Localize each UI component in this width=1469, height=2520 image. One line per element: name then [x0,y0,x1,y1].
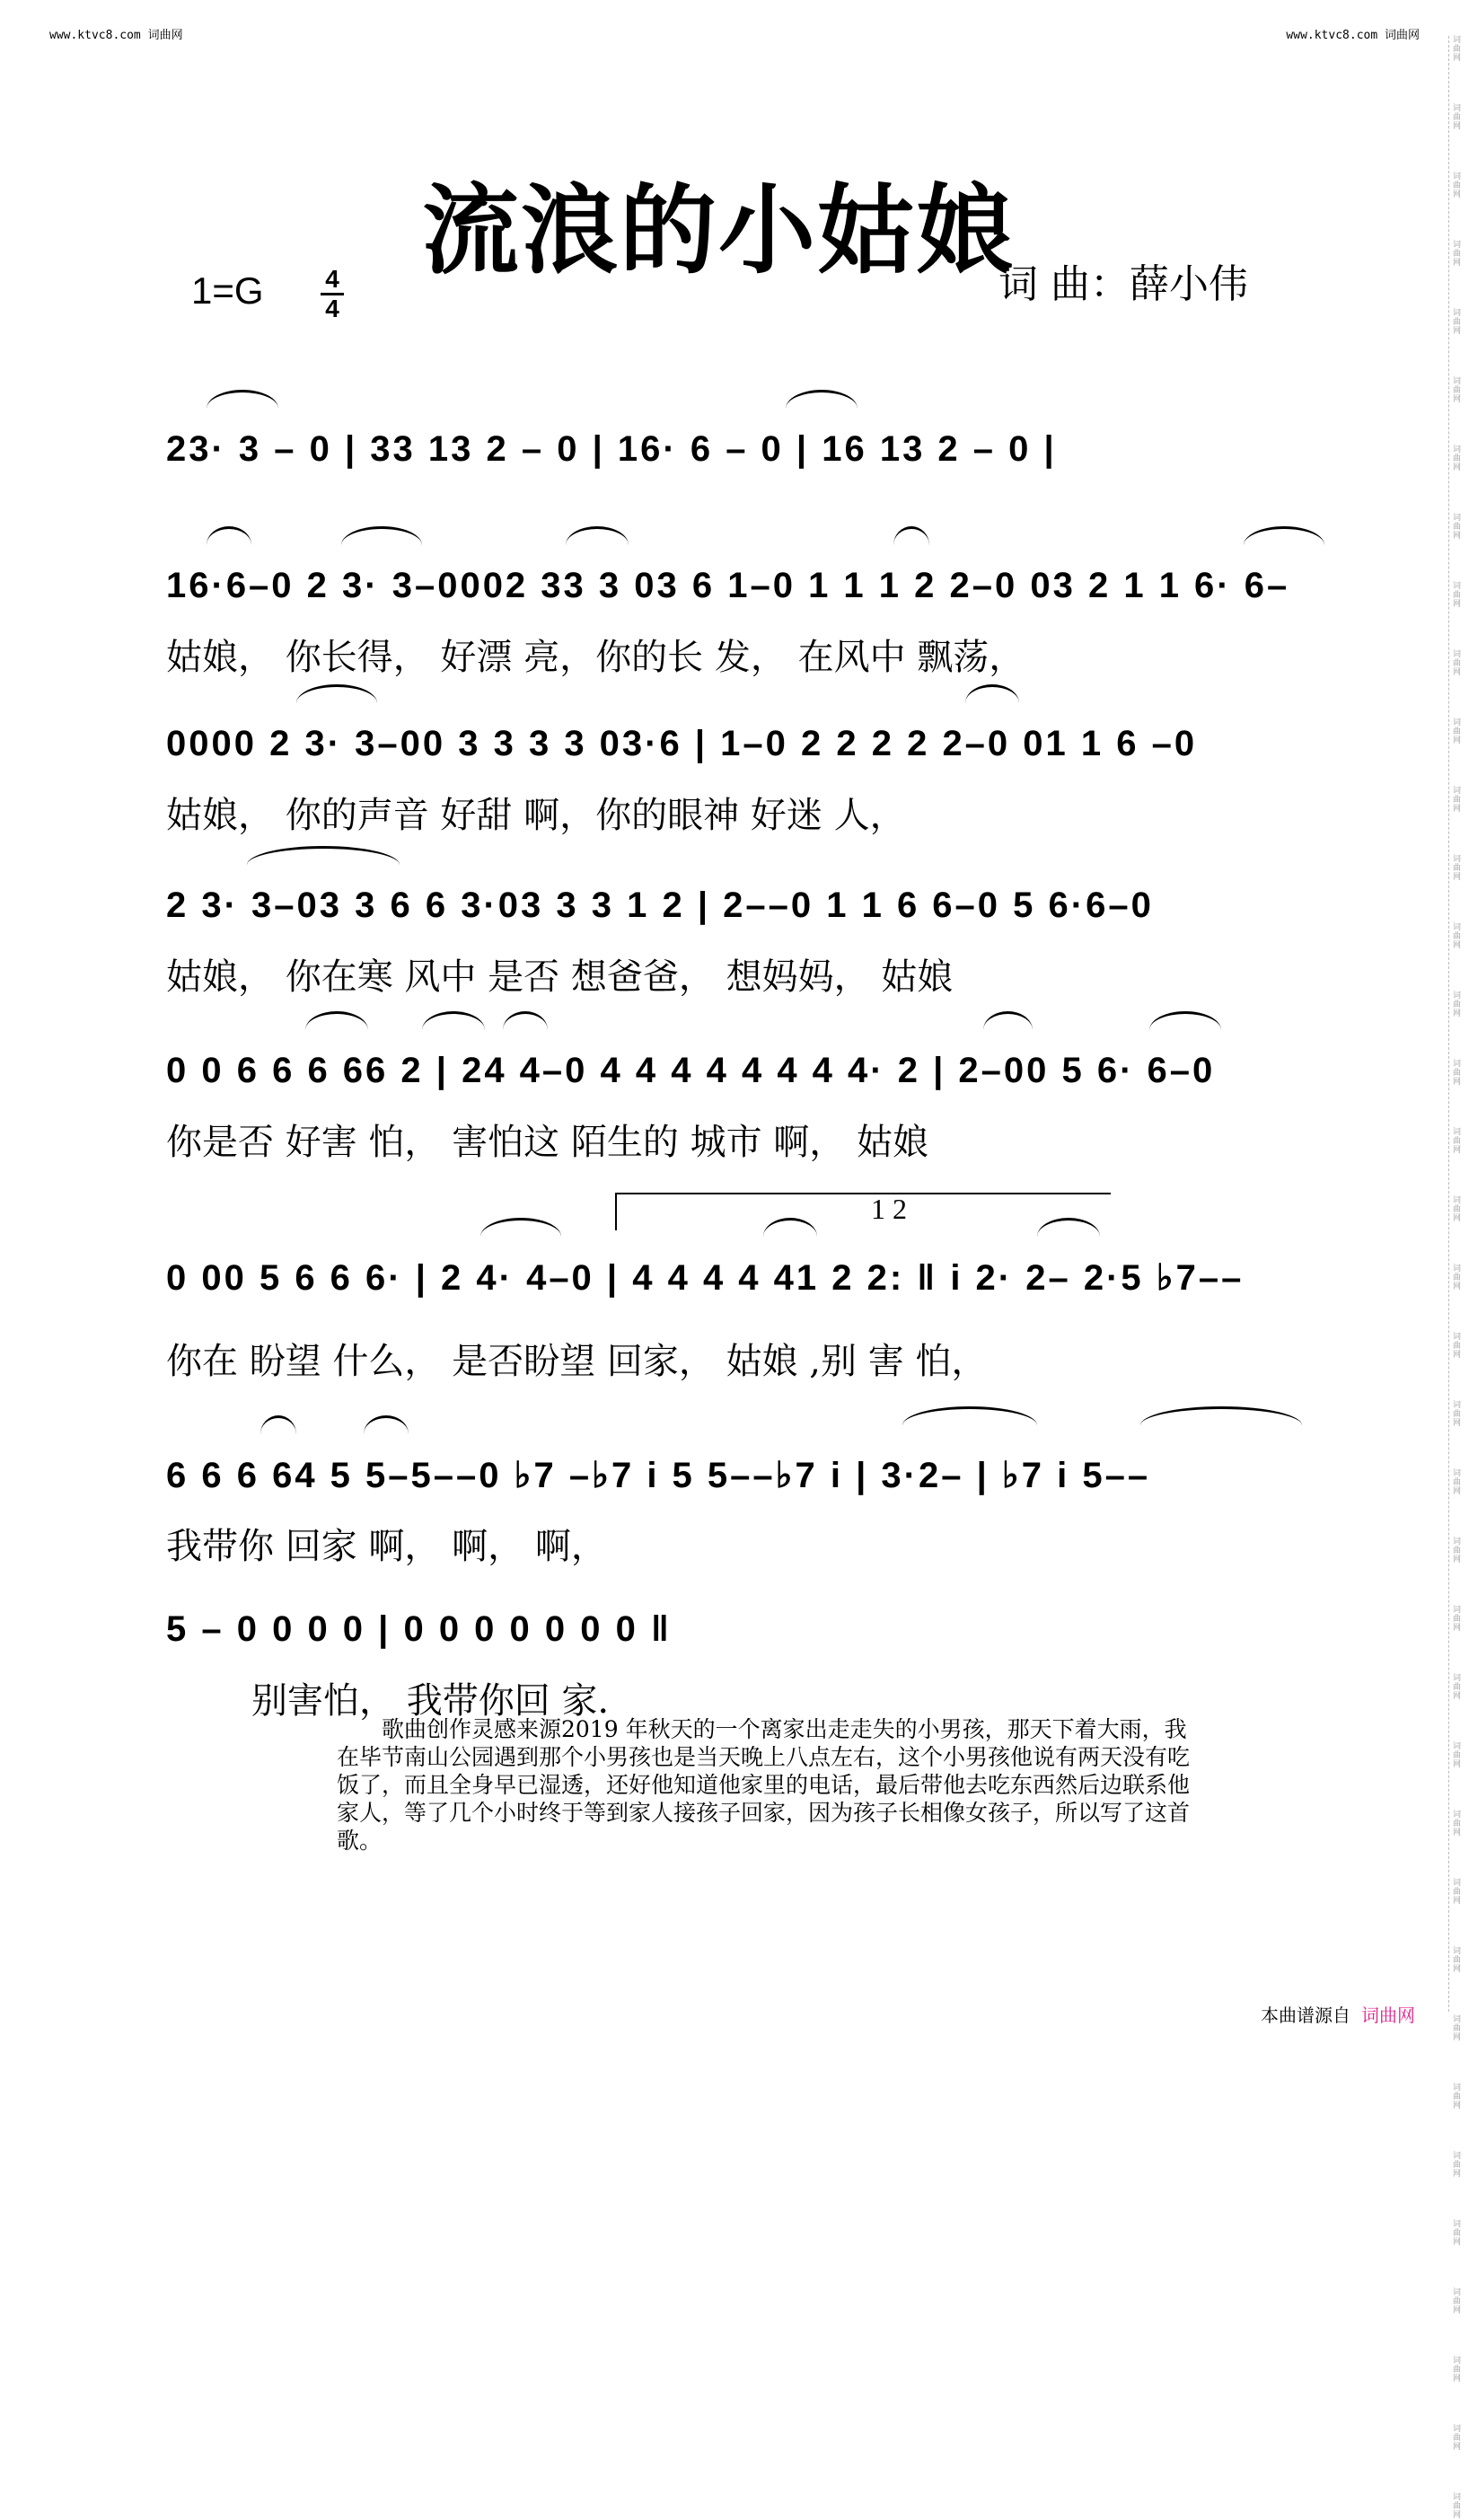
note-line: 5 – 0 0 0 0 | 0 0 0 0 0 0 0 ‖ [166,1609,672,1649]
note-line: 0000 2 3· 3–00 3 3 3 3 03·6 | 1–0 2 2 2 2 2–0 01 1 6 –0 [166,724,1198,763]
footer-prefix: 本曲谱源自 [1261,2005,1350,2026]
side-watermark: 词曲网 [1453,2220,1462,2247]
header-url-right[interactable]: www.ktvc8.com 词曲网 [1286,29,1420,42]
side-watermark: 词曲网 [1453,718,1462,745]
side-watermark: 词曲网 [1453,582,1462,609]
slur [893,526,929,545]
lyric-line: 别害怕， 我带你回 家. [251,1680,610,1722]
slur [207,390,278,409]
side-watermark: 词曲网 [1453,1742,1462,1769]
header-url-left[interactable]: www.ktvc8.com 词曲网 [49,29,183,42]
lyric-line: 你是否 好害 怕， 害怕这 陌生的 城市 啊， 姑娘 [166,1122,929,1163]
note-line: 16·6–0 2 3· 3–0002 33 3 03 6 1–0 1 1 1 2 2–0 03 2 1 1 6· 6– [166,566,1290,605]
side-watermark: 词曲网 [1453,2493,1462,2520]
slur [260,1415,296,1434]
side-watermark: 词曲网 [1453,1196,1462,1223]
lyric-line: 姑娘， 你在寒 风中 是否 想爸爸， 想妈妈， 姑娘 [166,956,954,998]
side-watermark: 词曲网 [1453,855,1462,882]
side-watermark: 词曲网 [1453,2152,1462,2179]
footer-source [1261,2001,1415,2027]
note-line: 0 0 6 6 6 66 2 | 24 4–0 4 4 4 4 4 4 4 4· 2 | 2–00 5 6· 6–0 [166,1051,1216,1090]
side-watermark: 词曲网 [1453,1811,1462,1837]
slur [296,684,377,703]
slur [480,1218,561,1237]
side-watermark: 词曲网 [1453,104,1462,131]
note-line: 0 00 5 6 6 6· | 2 4· 4–0 | 4 4 4 4 41 2 2: ‖ i 2· 2– 2·5 ♭7–– [166,1258,1245,1298]
side-watermark: 词曲网 [1453,36,1462,63]
side-watermark: 词曲网 [1453,2288,1462,2315]
slur [786,390,858,409]
time-signature-bottom: 4 [325,295,339,322]
slur [364,1415,409,1434]
note-line: 6 6 6 64 5 5–5––0 ♭7 –♭7 i 5 5––♭7 i | 3·2– | ♭7 i 5–– [166,1456,1151,1495]
side-watermark: 词曲网 [1453,1401,1462,1428]
side-watermark: 词曲网 [1453,991,1462,1018]
lyric-line: 姑娘， 你的声音 好甜 啊，你的眼神 好迷 人， [166,795,906,836]
slur [983,1011,1033,1030]
side-watermark: 词曲网 [1453,1264,1462,1291]
side-watermark-strip [1448,36,1464,2520]
story-paragraph: 歌曲创作灵感来源2019 年秋天的一个离家出走走失的小男孩，那天下着大雨，我在毕节南山公园遇到那个小男孩也是当天晚上八点左右，这个小男孩他说有两天没有吃饭了，而且全身早已湿透，还好他知道他家里的电话，最后带他去吃东西然后边联系他家人，等了几个小时终于等到家人接孩子回家，因为孩子长相像女孩子，所以写了这首歌。 [337,1716,1191,1854]
side-watermark: 词曲网 [1453,2357,1462,2383]
footer-brand-link[interactable]: 词曲网 [1361,2005,1415,2026]
slur [207,526,251,545]
side-watermark: 词曲网 [1453,1469,1462,1496]
side-watermark: 词曲网 [1453,241,1462,268]
side-watermark: 词曲网 [1453,2084,1462,2110]
side-watermark: 词曲网 [1453,1128,1462,1155]
lyric-line: 姑娘， 你长得， 好漂 亮，你的长 发， 在风中 飘荡， [166,637,1025,678]
side-watermark: 词曲网 [1453,2015,1462,2042]
key-signature: 1=G [191,269,264,312]
side-watermark: 词曲网 [1453,1879,1462,1906]
slur [341,526,422,545]
time-signature-top: 4 [325,265,339,293]
volta-label: 1 2 [871,1193,907,1225]
side-watermark: 词曲网 [1453,787,1462,814]
note-line: 23· 3 – 0 | 33 13 2 – 0 | 16· 6 – 0 | 16 13 2 – 0 | [166,429,1057,469]
lyric-line: 你在 盼望 什么， 是否盼望 回家， 姑娘 ,别 害 怕， [166,1341,988,1382]
volta-bracket [615,1193,1111,1230]
slur [503,1011,548,1030]
slur [247,846,400,865]
time-signature [319,266,346,322]
note-line: 2 3· 3–03 3 6 6 3·03 3 3 1 2 | 2––0 1 1 6 6–0 5 6·6–0 [166,886,1154,925]
side-watermark: 词曲网 [1453,1674,1462,1701]
side-watermark: 词曲网 [1453,1606,1462,1633]
side-watermark: 词曲网 [1453,514,1462,541]
slur [1244,526,1324,545]
side-watermark: 词曲网 [1453,172,1462,199]
side-watermark: 词曲网 [1453,1060,1462,1087]
side-watermark: 词曲网 [1453,1538,1462,1564]
slur [566,526,629,545]
side-watermark: 词曲网 [1453,923,1462,950]
slur [1140,1406,1302,1425]
composer-credit: 词 曲：薛小伟 [998,261,1248,307]
lyric-line: 我带你 回家 啊， 啊， 啊， [166,1526,607,1567]
slur [902,1406,1037,1425]
slur [422,1011,485,1030]
side-watermark: 词曲网 [1453,445,1462,472]
slur [965,684,1019,703]
side-watermark: 词曲网 [1453,2425,1462,2452]
song-title: 流浪的小姑娘 [421,175,1015,287]
side-watermark: 词曲网 [1453,309,1462,336]
slur [1149,1011,1221,1030]
side-watermark: 词曲网 [1453,650,1462,677]
side-watermark: 词曲网 [1453,377,1462,404]
side-watermark: 词曲网 [1453,1947,1462,1974]
side-watermark: 词曲网 [1453,1333,1462,1360]
slur [305,1011,368,1030]
